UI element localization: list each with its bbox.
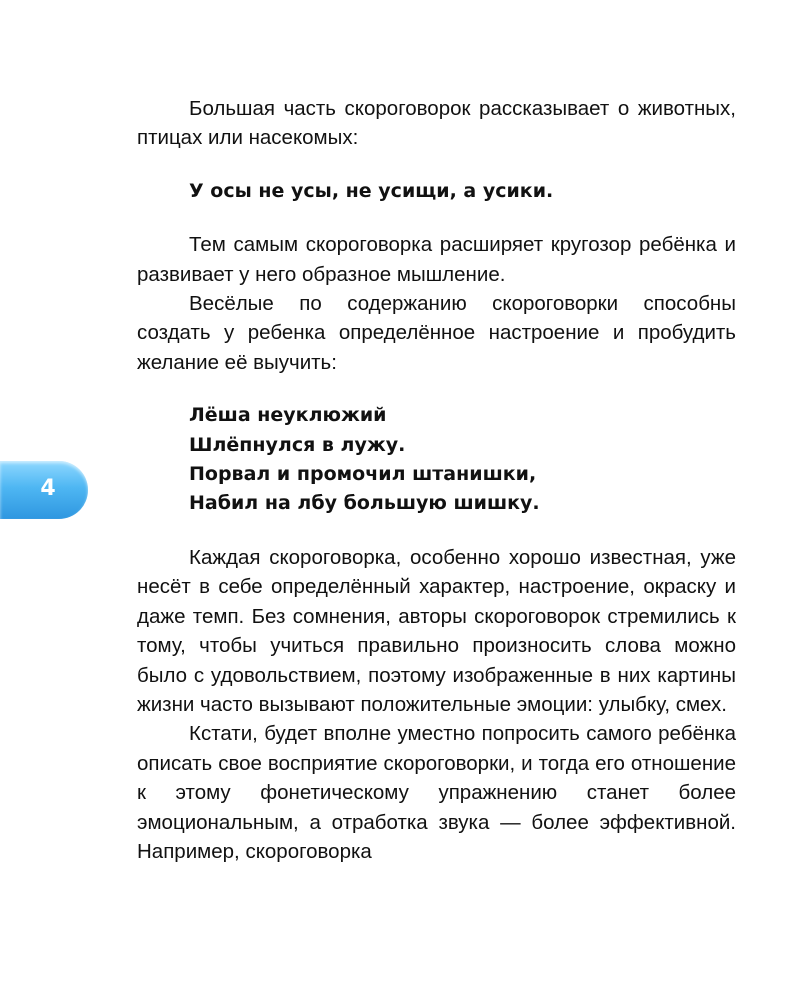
page-body (137, 94, 736, 866)
paragraph-mood: Весёлые по содержанию скороговорки способны создать у ребенка определённое настроение и пробудить желание её выучить: (137, 292, 736, 374)
paragraph-character: Каждая скороговорка, особенно хорошо известная, уже несёт в себе определённый характер, настроение, окраску и даже темп. Без сомнения, авторы скороговорок стремились к тому, чтобы учиться правильно произносить слова можно было с удовольствием, поэтому изображенные в них картины жизни часто вызывают положительные эмоции: улыбку, смех. (137, 545, 736, 716)
paragraph-child-perception: Кстати, будет вполне уместно попросить самого ребёнка описать свое восприятие скороговорки, и тогда его отношение к этому фонетическому упражнению станет более эмоциональным, а отработка звука — более эффективной. Например, скороговорка (137, 722, 736, 863)
verse-line-2: Шлёпнулся в лужу. (189, 433, 406, 456)
verse-line-3: Порвал и промочил штанишки, (189, 463, 537, 486)
paragraph-animals-intro: Большая часть скороговорок рассказывает о животных, птицах или насекомых: (137, 97, 736, 150)
verse-line-4: Набил на лбу большую шишку. (189, 492, 540, 515)
paragraph-outlook: Тем самым скороговорка расширяет кругозор ребёнка и развивает у него образное мышление. (137, 233, 736, 286)
verse-example (137, 401, 736, 519)
tongue-twister-line: У осы не усы, не усищи, а усики. (189, 179, 554, 202)
tongue-twister-example (137, 177, 736, 206)
verse-line-1: Лёша неуклюжий (189, 404, 387, 427)
page-number: 4 (40, 476, 56, 501)
